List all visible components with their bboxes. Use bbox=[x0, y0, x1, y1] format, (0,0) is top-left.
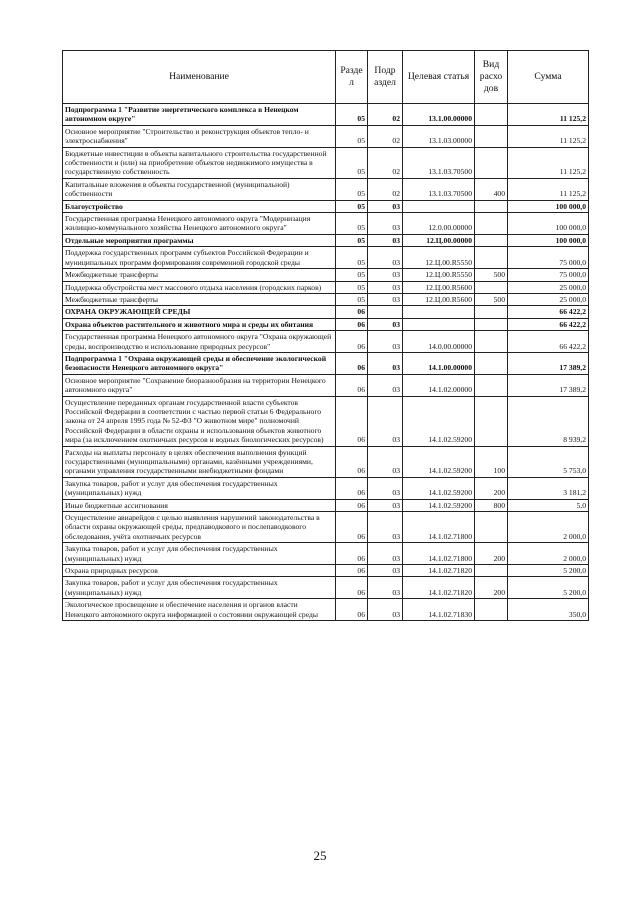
table-header-row bbox=[63, 51, 589, 104]
row-target-article: 12.0.00.00000 bbox=[403, 213, 475, 235]
row-expense-type: 500 bbox=[475, 269, 508, 281]
table-row bbox=[63, 269, 589, 281]
row-subsection: 03 bbox=[368, 247, 403, 269]
row-expense-type bbox=[475, 125, 508, 147]
table-row bbox=[63, 125, 589, 147]
budget-table bbox=[62, 50, 589, 621]
row-subsection: 03 bbox=[368, 543, 403, 565]
row-subsection: 03 bbox=[368, 318, 403, 330]
table-row bbox=[63, 565, 589, 577]
table-row bbox=[63, 374, 589, 396]
row-section: 05 bbox=[336, 234, 368, 246]
table-row bbox=[63, 577, 589, 599]
row-amount: 66 422,2 bbox=[508, 331, 589, 353]
row-target-article: 14.1.02.71820 bbox=[403, 565, 475, 577]
row-expense-type bbox=[475, 396, 508, 446]
row-target-article bbox=[403, 200, 475, 212]
table-row bbox=[63, 446, 589, 477]
row-target-article: 14.1.02.71800 bbox=[403, 512, 475, 543]
row-target-article: 13.1.03.00000 bbox=[403, 125, 475, 147]
row-subsection: 03 bbox=[368, 512, 403, 543]
row-target-article: 12.Ц.00.R5550 bbox=[403, 247, 475, 269]
row-amount: 11 125,2 bbox=[508, 147, 589, 178]
row-subsection: 03 bbox=[368, 446, 403, 477]
row-amount: 11 125,2 bbox=[508, 178, 589, 200]
row-expense-type bbox=[475, 281, 508, 293]
row-amount: 75 000,0 bbox=[508, 269, 589, 281]
row-section: 06 bbox=[336, 306, 368, 318]
row-subsection: 03 bbox=[368, 281, 403, 293]
row-target-article bbox=[403, 306, 475, 318]
row-section: 05 bbox=[336, 281, 368, 293]
row-target-article: 12.Ц.00.R5550 bbox=[403, 269, 475, 281]
row-target-article: 14.0.00.00000 bbox=[403, 331, 475, 353]
row-name: Поддержка государственных программ субъектов Российской Федерации и муниципальных программ формирования современной городской среды bbox=[63, 247, 336, 269]
row-target-article: 14.1.02.71800 bbox=[403, 543, 475, 565]
table-row bbox=[63, 234, 589, 246]
row-expense-type: 400 bbox=[475, 178, 508, 200]
row-section: 06 bbox=[336, 331, 368, 353]
row-name: Поддержка обустройства мест массового отдыха населения (городских парков) bbox=[63, 281, 336, 293]
row-amount: 25 000,0 bbox=[508, 293, 589, 305]
row-subsection: 03 bbox=[368, 577, 403, 599]
row-expense-type: 800 bbox=[475, 499, 508, 511]
row-target-article: 14.1.02.59200 bbox=[403, 446, 475, 477]
row-subsection: 03 bbox=[368, 499, 403, 511]
row-section: 05 bbox=[336, 213, 368, 235]
row-subsection: 03 bbox=[368, 374, 403, 396]
row-amount: 5 753,0 bbox=[508, 446, 589, 477]
row-amount: 25 000,0 bbox=[508, 281, 589, 293]
row-amount: 11 125,2 bbox=[508, 125, 589, 147]
table-row bbox=[63, 281, 589, 293]
row-target-article: 13.1.03.70500 bbox=[403, 178, 475, 200]
row-expense-type bbox=[475, 318, 508, 330]
table-row bbox=[63, 213, 589, 235]
table-row bbox=[63, 104, 589, 126]
table-row bbox=[63, 396, 589, 446]
row-subsection: 03 bbox=[368, 477, 403, 499]
row-amount: 5,0 bbox=[508, 499, 589, 511]
row-section: 06 bbox=[336, 499, 368, 511]
row-expense-type bbox=[475, 374, 508, 396]
header-expense-type: Вид расхо дов bbox=[475, 51, 508, 104]
row-name: Межбюджетные трансферты bbox=[63, 269, 336, 281]
row-expense-type bbox=[475, 213, 508, 235]
row-name: Иные бюджетные ассигнования bbox=[63, 499, 336, 511]
row-name: Осуществление авиарейдов с целью выявления нарушений законодательства в области охраны окружающей среды, предпаводкового и послепаводкового обследования, учёта охотничьих ресурсов bbox=[63, 512, 336, 543]
row-name: Расходы на выплаты персоналу в целях обеспечения выполнения функций государственными (муниципальными) органами, казёнными учреждениями, органами управления государственными внебюджетными фондами bbox=[63, 446, 336, 477]
row-section: 05 bbox=[336, 293, 368, 305]
row-target-article: 13.1.00.00000 bbox=[403, 104, 475, 126]
row-expense-type bbox=[475, 352, 508, 374]
row-amount: 66 422,2 bbox=[508, 306, 589, 318]
row-subsection: 02 bbox=[368, 104, 403, 126]
row-target-article: 12.Ц.00.00000 bbox=[403, 234, 475, 246]
row-section: 06 bbox=[336, 599, 368, 621]
header-section: Разде л bbox=[336, 51, 368, 104]
row-subsection: 03 bbox=[368, 213, 403, 235]
row-section: 06 bbox=[336, 352, 368, 374]
row-expense-type bbox=[475, 200, 508, 212]
table-row bbox=[63, 200, 589, 212]
row-subsection: 03 bbox=[368, 269, 403, 281]
row-section: 05 bbox=[336, 147, 368, 178]
row-section: 06 bbox=[336, 543, 368, 565]
row-amount: 3 181,2 bbox=[508, 477, 589, 499]
row-section: 05 bbox=[336, 247, 368, 269]
row-section: 05 bbox=[336, 200, 368, 212]
row-name: Охрана природных ресурсов bbox=[63, 565, 336, 577]
row-expense-type bbox=[475, 306, 508, 318]
row-expense-type bbox=[475, 234, 508, 246]
row-name: Капитальные вложения в объекты государственной (муниципальной) собственности bbox=[63, 178, 336, 200]
row-subsection: 03 bbox=[368, 331, 403, 353]
row-expense-type bbox=[475, 512, 508, 543]
header-subsection: Подр аздел bbox=[368, 51, 403, 104]
row-section: 06 bbox=[336, 577, 368, 599]
row-amount: 5 200,0 bbox=[508, 577, 589, 599]
row-section: 05 bbox=[336, 269, 368, 281]
row-section: 06 bbox=[336, 565, 368, 577]
row-amount: 5 200,0 bbox=[508, 565, 589, 577]
row-name: ОХРАНА ОКРУЖАЮЩЕЙ СРЕДЫ bbox=[63, 306, 336, 318]
row-expense-type bbox=[475, 565, 508, 577]
table-row bbox=[63, 293, 589, 305]
table-row bbox=[63, 306, 589, 318]
row-target-article: 14.1.02.59200 bbox=[403, 499, 475, 511]
row-target-article: 14.1.02.71820 bbox=[403, 577, 475, 599]
row-subsection: 03 bbox=[368, 396, 403, 446]
row-amount: 11 125,2 bbox=[508, 104, 589, 126]
row-expense-type: 100 bbox=[475, 446, 508, 477]
row-amount: 75 000,0 bbox=[508, 247, 589, 269]
row-expense-type bbox=[475, 599, 508, 621]
row-expense-type: 200 bbox=[475, 577, 508, 599]
row-expense-type: 200 bbox=[475, 543, 508, 565]
row-section: 06 bbox=[336, 512, 368, 543]
row-target-article: 14.1.02.00000 bbox=[403, 374, 475, 396]
row-expense-type: 500 bbox=[475, 293, 508, 305]
row-name: Осуществление переданных органам государственной власти субъектов Российской Федерации в соответствии с частью первой статьи 6 Федерального закона от 24 апреля 1995 года № 52-ФЗ "О животном мире" полномочий Российской Федерации в области охраны и использования объектов животного мира (за исключением охотничьих ресурсов и водных биологических ресурсов) bbox=[63, 396, 336, 446]
row-name: Охрана объектов растительного и животного мира и среды их обитания bbox=[63, 318, 336, 330]
row-subsection bbox=[368, 306, 403, 318]
row-amount: 100 000,0 bbox=[508, 234, 589, 246]
row-subsection: 02 bbox=[368, 125, 403, 147]
row-amount: 2 000,0 bbox=[508, 543, 589, 565]
row-expense-type: 200 bbox=[475, 477, 508, 499]
table-row bbox=[63, 599, 589, 621]
row-target-article bbox=[403, 318, 475, 330]
row-name: Государственная программа Ненецкого автономного округа "Охрана окружающей среды, воспроизводство и использование природных ресурсов" bbox=[63, 331, 336, 353]
row-expense-type bbox=[475, 104, 508, 126]
row-amount: 17 389,2 bbox=[508, 352, 589, 374]
row-expense-type bbox=[475, 147, 508, 178]
row-subsection: 03 bbox=[368, 599, 403, 621]
row-target-article: 12.Ц.00.R5600 bbox=[403, 281, 475, 293]
table-row bbox=[63, 247, 589, 269]
table-row bbox=[63, 318, 589, 330]
row-expense-type bbox=[475, 331, 508, 353]
table-row bbox=[63, 512, 589, 543]
table-row bbox=[63, 147, 589, 178]
row-target-article: 12.Ц.00.R5600 bbox=[403, 293, 475, 305]
row-section: 06 bbox=[336, 374, 368, 396]
row-section: 05 bbox=[336, 104, 368, 126]
row-subsection: 03 bbox=[368, 234, 403, 246]
row-amount: 66 422,2 bbox=[508, 318, 589, 330]
row-subsection: 02 bbox=[368, 147, 403, 178]
row-name: Благоустройство bbox=[63, 200, 336, 212]
row-name: Бюджетные инвестиции в объекты капитального строительства государственной собственности и (или) на приобретение объектов недвижимого имущества в государственную собственность bbox=[63, 147, 336, 178]
row-subsection: 03 bbox=[368, 200, 403, 212]
row-subsection: 03 bbox=[368, 293, 403, 305]
row-expense-type bbox=[475, 247, 508, 269]
table-body bbox=[63, 104, 589, 621]
row-amount: 2 000,0 bbox=[508, 512, 589, 543]
row-subsection: 02 bbox=[368, 178, 403, 200]
row-amount: 8 939,2 bbox=[508, 396, 589, 446]
header-name: Наименование bbox=[63, 51, 336, 104]
row-amount: 100 000,0 bbox=[508, 200, 589, 212]
table-row bbox=[63, 499, 589, 511]
row-target-article: 13.1.03.70500 bbox=[403, 147, 475, 178]
table-row bbox=[63, 352, 589, 374]
row-amount: 100 000,0 bbox=[508, 213, 589, 235]
row-target-article: 14.1.02.59200 bbox=[403, 477, 475, 499]
row-target-article: 14.1.02.59200 bbox=[403, 396, 475, 446]
row-name: Основное мероприятие "Строительство и реконструкция объектов тепло- и электроснабжения" bbox=[63, 125, 336, 147]
row-section: 05 bbox=[336, 125, 368, 147]
row-section: 05 bbox=[336, 178, 368, 200]
table-row bbox=[63, 331, 589, 353]
row-name: Подпрограмма 1 "Охрана окружающей среды и обеспечение экологической безопасности Ненецкого автономного округа" bbox=[63, 352, 336, 374]
row-name: Закупка товаров, работ и услуг для обеспечения государственных (муниципальных) нужд bbox=[63, 577, 336, 599]
row-name: Межбюджетные трансферты bbox=[63, 293, 336, 305]
table-row bbox=[63, 477, 589, 499]
row-amount: 17 389,2 bbox=[508, 374, 589, 396]
page-number: 25 bbox=[313, 848, 327, 863]
row-target-article: 14.1.00.00000 bbox=[403, 352, 475, 374]
row-name: Экологическое просвещение и обеспечение населения и органов власти Ненецкого автономного округа информацией о состоянии окружающей среды bbox=[63, 599, 336, 621]
row-name: Государственная программа Ненецкого автономного округа "Модернизация жилищно-коммунального хозяйства Ненецкого автономного округа" bbox=[63, 213, 336, 235]
row-section: 06 bbox=[336, 446, 368, 477]
row-name: Основное мероприятие "Сохранение биоразнообразия на территории Ненецкого автономного округа" bbox=[63, 374, 336, 396]
row-section: 06 bbox=[336, 477, 368, 499]
row-name: Закупка товаров, работ и услуг для обеспечения государственных (муниципальных) нужд bbox=[63, 477, 336, 499]
header-target-article: Целевая статья bbox=[403, 51, 475, 104]
row-name: Отдельные мероприятия программы bbox=[63, 234, 336, 246]
header-amount: Сумма bbox=[508, 51, 589, 104]
row-name: Подпрограмма 1 "Развитие энергетического комплекса в Ненецком автономном округе" bbox=[63, 104, 336, 126]
row-section: 06 bbox=[336, 318, 368, 330]
table-row bbox=[63, 178, 589, 200]
row-target-article: 14.1.02.71830 bbox=[403, 599, 475, 621]
row-section: 06 bbox=[336, 396, 368, 446]
row-subsection: 03 bbox=[368, 352, 403, 374]
row-amount: 350,0 bbox=[508, 599, 589, 621]
table-row bbox=[63, 543, 589, 565]
row-subsection: 03 bbox=[368, 565, 403, 577]
row-name: Закупка товаров, работ и услуг для обеспечения государственных (муниципальных) нужд bbox=[63, 543, 336, 565]
